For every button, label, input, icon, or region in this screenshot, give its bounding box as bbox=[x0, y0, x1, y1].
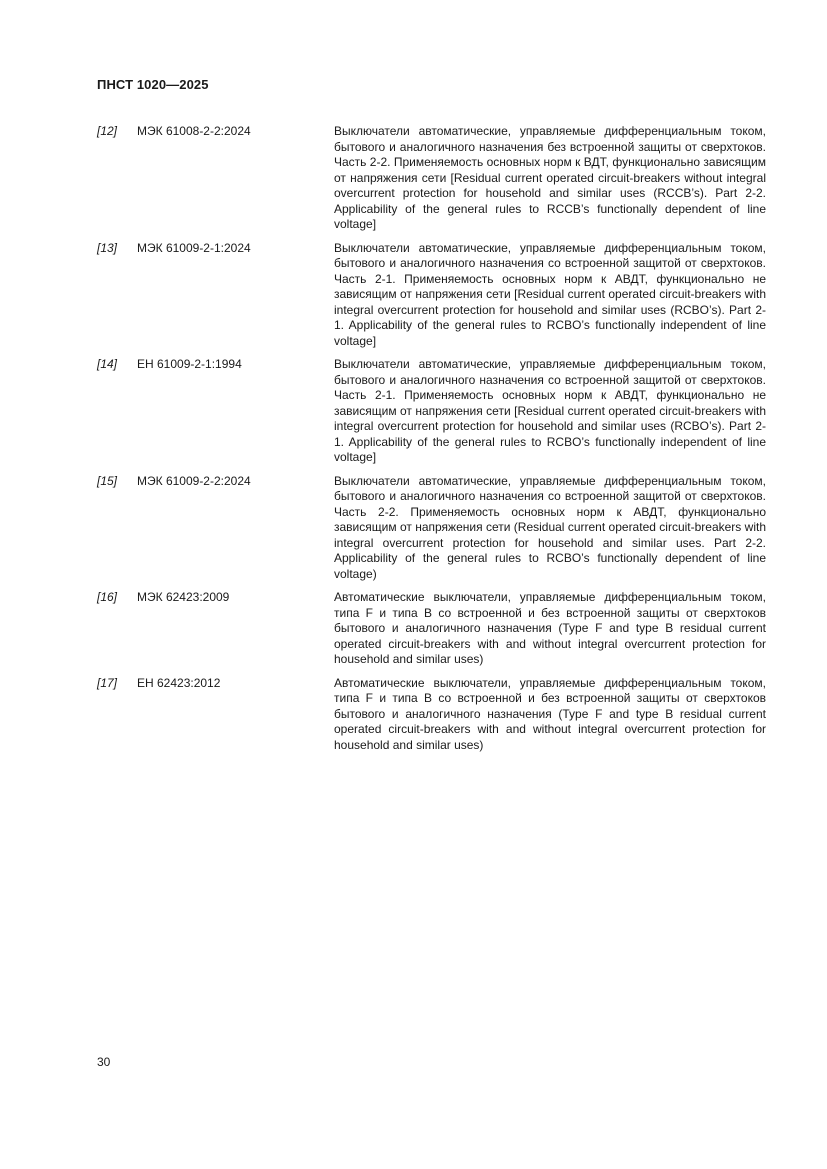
bibliography-entry bbox=[97, 474, 769, 583]
standard-title: Выключатели автоматические, управляемые дифференциальным током, бытового и аналогичного назначения со встроенной защитой от сверхтоков. Часть 2-1. Применяемость основных норм к АВДТ, функционально не зависящим от напряжения сети [Residual current operated circuit-breakers with integral overcurrent protection for household and similar uses (RCBO’s). Part 2-1. Applicability of the general rules to RCBO’s functionally independent of line voltage] bbox=[334, 357, 766, 464]
page-number: 30 bbox=[97, 1055, 111, 1069]
standard-code: МЭК 61009-2-2:2024 bbox=[137, 473, 251, 488]
entry-number: [17] bbox=[97, 675, 118, 690]
standard-title: Автоматические выключатели, управляемые дифференциальным током, типа F и типа В со встроенной и без встроенной защиты от сверхтоков бытового и аналогичного назначения (Type F and type B residual current operated circuit-breakers with and without integral overcurrent protection for household and similar uses) bbox=[334, 590, 766, 666]
standard-title: Выключатели автоматические, управляемые дифференциальным током, бытового и аналогичного назначения со встроенной защитой от сверхтоков. Часть 2-1. Применяемость основных норм к АВДТ, функционально не зависящим от напряжения сети [Residual current operated circuit-breakers with integral overcurrent protection for household and similar uses (RCBO’s). Part 2-1. Applicability of the general rules to RCBO’s functionally independent of line voltage] bbox=[334, 240, 766, 348]
entry-number: [12] bbox=[97, 124, 118, 138]
standard-code: ЕН 62423:2012 bbox=[137, 675, 221, 690]
standard-title: Автоматические выключатели, управляемые дифференциальным током, типа F и типа В со встроенной и без встроенной защиты от сверхтоков бытового и аналогичного назначения (Type F and type B residual current operated circuit-breakers with and without integral overcurrent protection for household and similar uses) bbox=[334, 675, 766, 752]
entry-number: [13] bbox=[97, 240, 118, 255]
entry-number: [14] bbox=[97, 357, 118, 371]
bibliography-entry bbox=[97, 241, 769, 350]
bibliography-entry bbox=[97, 590, 769, 668]
entry-number: [15] bbox=[97, 473, 118, 488]
document-header: ПНСТ 1020—2025 bbox=[97, 77, 209, 92]
standard-code: МЭК 62423:2009 bbox=[137, 590, 230, 604]
bibliography-list bbox=[97, 124, 769, 761]
bibliography-entry bbox=[97, 357, 769, 466]
entry-number: [16] bbox=[97, 590, 118, 604]
bibliography-entry bbox=[97, 676, 769, 754]
standard-code: ЕН 61009-2-1:1994 bbox=[137, 357, 242, 371]
standard-code: МЭК 61009-2-1:2024 bbox=[137, 240, 251, 255]
standard-title: Выключатели автоматические, управляемые дифференциальным током, бытового и аналогичного назначения со встроенной защитой от сверхтоков. Часть 2-2. Применяемость основных норм к АВДТ, функционально зависящим от напряжения сети (Residual current operated circuit-breakers with integral overcurrent protection for household and similar uses. Part 2-2. Applicability of the general rules to RCBO’s functionally dependent of line voltage) bbox=[334, 473, 766, 581]
standard-code: МЭК 61008-2-2:2024 bbox=[137, 124, 251, 138]
standard-title: Выключатели автоматические, управляемые дифференциальным током, бытового и аналогичного назначения без встроенной защиты от сверхтоков. Часть 2-2. Применяемость основных норм к ВДТ, функционально зависящим от напряжения сети [Residual current operated circuit-breakers without integral overcurrent protection for household and similar uses (RCCB’s). Part 2-2. Applicability of the general rules to RCCB’s functionally dependent of line voltage] bbox=[334, 124, 766, 231]
bibliography-entry bbox=[97, 124, 769, 233]
